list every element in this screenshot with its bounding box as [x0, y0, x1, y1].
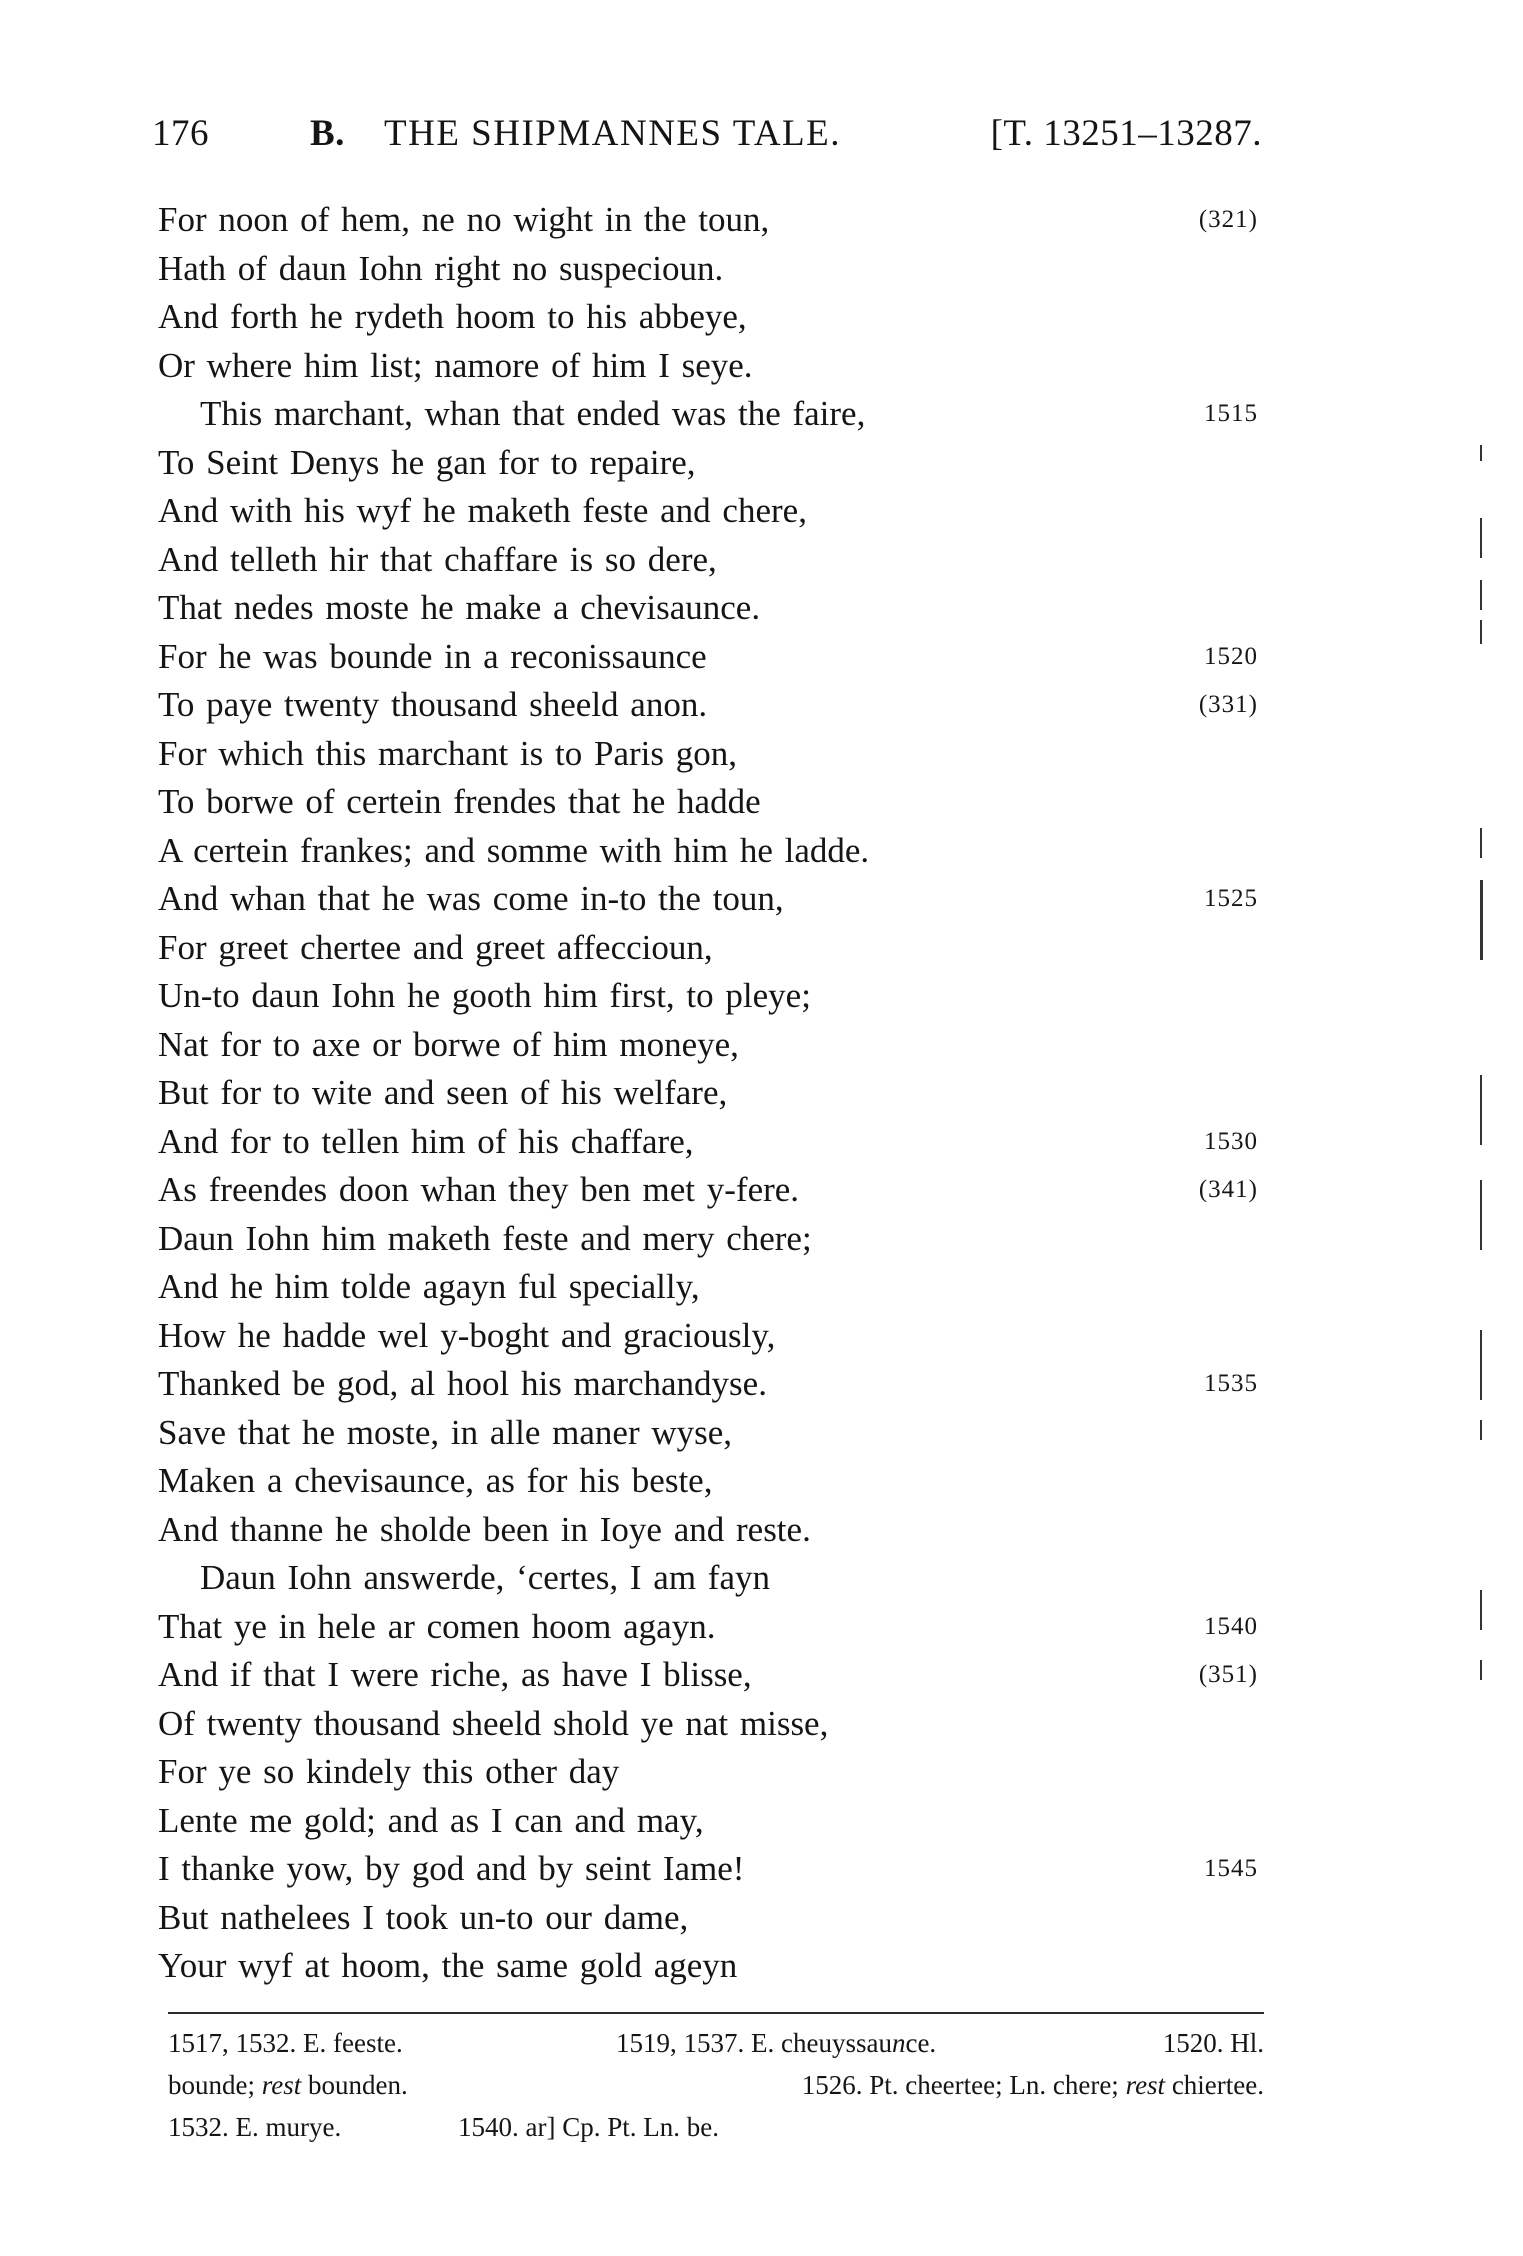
- verse-line: [158, 972, 1258, 1021]
- verse-line: [158, 1554, 1258, 1603]
- verse-text: Hath of daun Iohn right no suspecioun.: [158, 248, 724, 288]
- verse-text: Save that he moste, in alle maner wyse,: [158, 1412, 733, 1452]
- verse-line: [158, 196, 1258, 245]
- verse-text: To paye twenty thousand sheeld anon.: [158, 685, 708, 724]
- verse-line: [158, 1506, 1258, 1555]
- verse-text: And he him tolde agayn ful specially,: [158, 1267, 700, 1306]
- verse-line: [158, 1457, 1258, 1506]
- section-letter: B.: [310, 113, 345, 154]
- verse-text: And telleth hir that chaffare is so dere,: [158, 539, 717, 579]
- verse-text: Lente me gold; and as I can and may,: [158, 1800, 704, 1840]
- verse-text: For which this marchant is to Paris gon,: [158, 733, 738, 773]
- footnote-line: [168, 2022, 1264, 2064]
- scan-mark: [1480, 1180, 1482, 1250]
- verse-line: [158, 245, 1258, 294]
- verse-line: [158, 1360, 1258, 1409]
- verse-line: [158, 1894, 1258, 1943]
- verse-text: But for to wite and seen of his welfare,: [158, 1073, 728, 1112]
- verse-line: [158, 1942, 1258, 1991]
- footnote-text: bounden.: [301, 2070, 408, 2100]
- page-number: 176: [152, 113, 209, 154]
- line-number: 1540: [1204, 1612, 1258, 1640]
- verse-line: [158, 1312, 1258, 1361]
- footnote-text: chiertee.: [1165, 2070, 1264, 2100]
- verse-text: As freendes doon whan they ben met y-fere.: [158, 1170, 800, 1209]
- footnote-text: 1526. Pt. cheertee; Ln. chere;: [801, 2070, 1126, 2100]
- verse-text: This marchant, whan that ended was the faire,: [200, 394, 866, 433]
- scan-mark: [1480, 518, 1482, 558]
- footnote-entry: [802, 2064, 1264, 2106]
- verse-text: For he was bounde in a reconissaunce: [158, 636, 707, 676]
- line-number: 1525: [1204, 885, 1258, 912]
- verse-text: To borwe of certein frendes that he hadde: [158, 782, 761, 821]
- footnote-entry: [168, 2064, 408, 2106]
- verse-line: [158, 584, 1258, 633]
- verse-line: [158, 439, 1258, 488]
- verse-text: I thanke yow, by god and by seint Iame!: [158, 1849, 745, 1888]
- verse-line: [158, 1069, 1258, 1118]
- verse-text: To Seint Denys he gan for to repaire,: [158, 442, 696, 482]
- verse-line: [158, 730, 1258, 779]
- tale-title: THE SHIPMANNES TALE.: [384, 113, 841, 154]
- verse-line: [158, 1118, 1258, 1167]
- footnote-rule: [168, 2012, 1264, 2014]
- verse-line: [158, 875, 1258, 924]
- verse-block: [158, 196, 1258, 1991]
- footnote-entry: 1532. E. murye.: [168, 2112, 342, 2142]
- footnote-text: ce.: [905, 2028, 937, 2058]
- verse-line: [158, 1603, 1258, 1652]
- scan-mark: [1480, 1075, 1482, 1145]
- verse-text: And for to tellen him of his chaffare,: [158, 1121, 694, 1161]
- verse-line: [158, 1845, 1258, 1894]
- verse-line: [158, 1748, 1258, 1797]
- verse-line: [158, 293, 1258, 342]
- verse-line: [158, 633, 1258, 682]
- verse-line: [158, 778, 1258, 827]
- verse-line: [158, 342, 1258, 391]
- verse-text: A certein frankes; and somme with him he ladde.: [158, 830, 870, 870]
- footnote-line: [168, 2106, 1264, 2148]
- line-number: 1520: [1204, 642, 1258, 670]
- verse-text: And if that I were riche, as have I blisse,: [158, 1655, 752, 1694]
- line-number: 1535: [1204, 1370, 1258, 1397]
- verse-text: For noon of hem, ne no wight in the toun,: [158, 200, 770, 239]
- verse-line: [158, 390, 1258, 439]
- verse-text: Daun Iohn answerde, ‘certes, I am fayn: [200, 1558, 770, 1597]
- verse-text: For greet chertee and greet affeccioun,: [158, 927, 713, 967]
- line-number: (341): [1198, 1176, 1258, 1203]
- verse-line: [158, 827, 1258, 876]
- verse-text: That nedes moste he make a chevisaunce.: [158, 588, 761, 627]
- footnote-entry: 1517, 1532. E. feeste.: [168, 2028, 403, 2058]
- verse-line: [158, 1166, 1258, 1215]
- scan-mark: [1480, 1330, 1482, 1400]
- line-number: (331): [1198, 691, 1258, 718]
- footnote-entry: [616, 2022, 936, 2064]
- footnote-text: 1519, 1537. E. cheuyssau: [616, 2028, 892, 2058]
- verse-line: [158, 1409, 1258, 1458]
- scan-mark: [1480, 1420, 1482, 1440]
- verse-text: Daun Iohn him maketh feste and mery chere;: [158, 1218, 812, 1258]
- footnote-entry: 1540. ar] Cp. Pt. Ln. be.: [458, 2112, 719, 2142]
- verse-text: That ye in hele ar comen hoom agayn.: [158, 1606, 716, 1646]
- verse-line: [158, 681, 1258, 730]
- scan-mark: [1480, 445, 1482, 461]
- scan-mark: [1480, 1660, 1482, 1680]
- scan-mark: [1480, 828, 1482, 858]
- verse-text: Maken a chevisaunce, as for his beste,: [158, 1461, 713, 1500]
- line-number: 1515: [1204, 400, 1258, 427]
- verse-line: [158, 924, 1258, 973]
- line-number: 1545: [1204, 1855, 1258, 1882]
- verse-text: And whan that he was come in-to the toun,: [158, 879, 784, 918]
- verse-line: [158, 1263, 1258, 1312]
- footnote-entry: 1520. Hl.: [1162, 2028, 1264, 2058]
- verse-text: But nathelees I took un-to our dame,: [158, 1897, 689, 1937]
- scan-mark: [1480, 880, 1483, 960]
- line-number: (351): [1198, 1661, 1258, 1688]
- verse-text: Your wyf at hoom, the same gold ageyn: [158, 1946, 738, 1985]
- running-head: [152, 112, 1262, 164]
- footnotes: [168, 2022, 1264, 2148]
- verse-text: Of twenty thousand sheeld shold ye nat misse,: [158, 1703, 829, 1743]
- verse-line: [158, 1215, 1258, 1264]
- verse-line: [158, 1700, 1258, 1749]
- verse-text: How he hadde wel y-boght and graciously,: [158, 1315, 776, 1355]
- verse-line: [158, 1797, 1258, 1846]
- line-range: [T. 13251–13287.: [990, 113, 1262, 154]
- footnote-text: bounde;: [168, 2070, 262, 2100]
- footnote-italic: rest: [1125, 2070, 1166, 2100]
- verse-text: Or where him list; namore of him I seye.: [158, 345, 753, 385]
- scan-mark: [1480, 620, 1482, 644]
- verse-line: [158, 487, 1258, 536]
- footnote-line: [168, 2064, 1264, 2106]
- verse-text: Nat for to axe or borwe of him moneye,: [158, 1024, 739, 1064]
- footnote-italic: n: [891, 2028, 906, 2058]
- verse-text: Thanked be god, al hool his marchandyse.: [158, 1364, 767, 1403]
- verse-text: And thanne he sholde been in Ioye and reste.: [158, 1509, 811, 1549]
- verse-text: For ye so kindely this other day: [158, 1752, 620, 1791]
- verse-line: [158, 1021, 1258, 1070]
- line-number: (321): [1198, 206, 1258, 233]
- scan-mark: [1480, 1590, 1482, 1630]
- scan-mark: [1480, 580, 1482, 610]
- footnote-italic: rest: [261, 2070, 302, 2100]
- verse-line: [158, 536, 1258, 585]
- line-number: 1530: [1204, 1127, 1258, 1155]
- verse-line: [158, 1651, 1258, 1700]
- verse-text: And forth he rydeth hoom to his abbeye,: [158, 297, 747, 336]
- verse-text: Un-to daun Iohn he gooth him first, to pleye;: [158, 976, 811, 1015]
- verse-text: And with his wyf he maketh feste and chere,: [158, 491, 807, 530]
